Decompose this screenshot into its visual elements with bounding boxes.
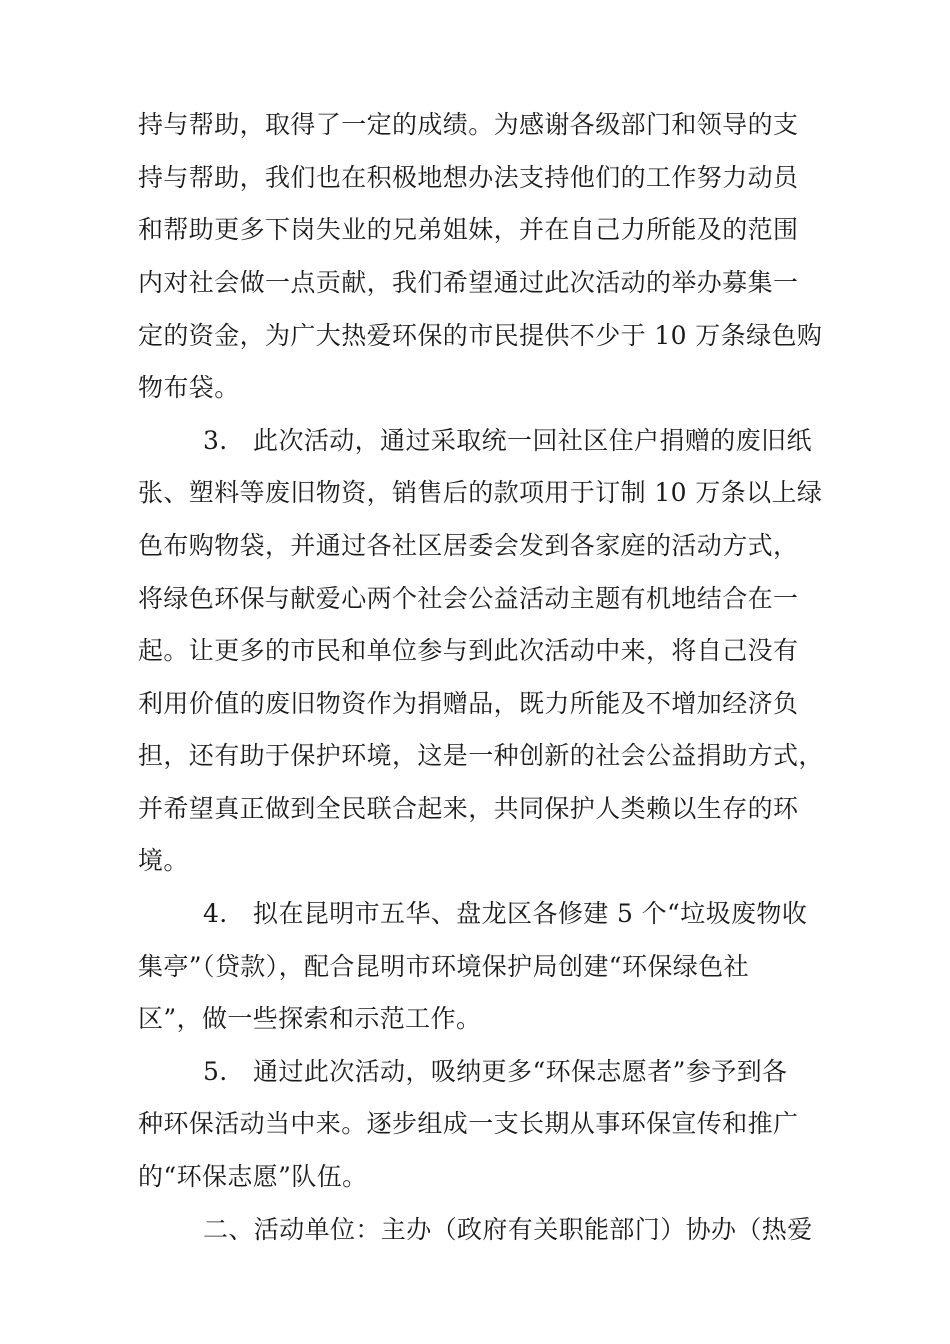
list-item-5-first-line: 5. 通过此次活动，吸纳更多“环保志愿者”参予到各 xyxy=(203,1057,788,1086)
text-line: 利用价值的废旧物资作为捐赠品，既力所能及不增加经济负 xyxy=(138,689,799,718)
text-line: 并希望真正做到全民联合起来，共同保护人类赖以生存的环 xyxy=(138,794,799,823)
list-item-3-first-line: 3. 此次活动，通过采取统一回社区住户捐赠的废旧纸 xyxy=(203,426,812,455)
text-line: 区”，做一些探索和示范工作。 xyxy=(138,1004,482,1033)
text-line: 色布购物袋，并通过各社区居委会发到各家庭的活动方式， xyxy=(138,531,799,560)
text-line: 张、塑料等废旧物资，销售后的款项用于订制 10 万条以上绿 xyxy=(138,478,823,507)
text-line: 内对社会做一点贡献，我们希望通过此次活动的举办募集一 xyxy=(138,268,799,297)
text-line: 起。让更多的市民和单位参与到此次活动中来，将自己没有 xyxy=(138,636,799,665)
text-line: 定的资金，为广大热爱环保的市民提供不少于 10 万条绿色购 xyxy=(138,321,823,350)
text-line: 物布袋。 xyxy=(138,373,240,402)
text-line: 持与帮助，我们也在积极地想办法支持他们的工作努力动员 xyxy=(138,163,799,192)
text-line: 的“环保志愿”队伍。 xyxy=(138,1162,368,1191)
text-line: 集亭”（贷款），配合昆明市环境保护局创建“环保绿色社 xyxy=(138,952,749,981)
text-line: 持与帮助，取得了一定的成绩。为感谢各级部门和领导的支 xyxy=(138,110,799,139)
text-line: 将绿色环保与献爱心两个社会公益活动主题有机地结合在一 xyxy=(138,584,799,613)
text-line: 境。 xyxy=(138,846,189,875)
section-heading-2: 二、活动单位：主办（政府有关职能部门）协办（热爱 xyxy=(203,1215,813,1244)
list-item-4-first-line: 4. 拟在昆明市五华、盘龙区各修建 5 个“垃圾废物收 xyxy=(203,899,808,928)
text-line: 种环保活动当中来。逐步组成一支长期从事环保宣传和推广 xyxy=(138,1109,799,1138)
text-line: 和帮助更多下岗失业的兄弟姐妹，并在自己力所能及的范围 xyxy=(138,215,799,244)
text-line: 担，还有助于保护环境，这是一种创新的社会公益捐助方式， xyxy=(138,741,824,770)
